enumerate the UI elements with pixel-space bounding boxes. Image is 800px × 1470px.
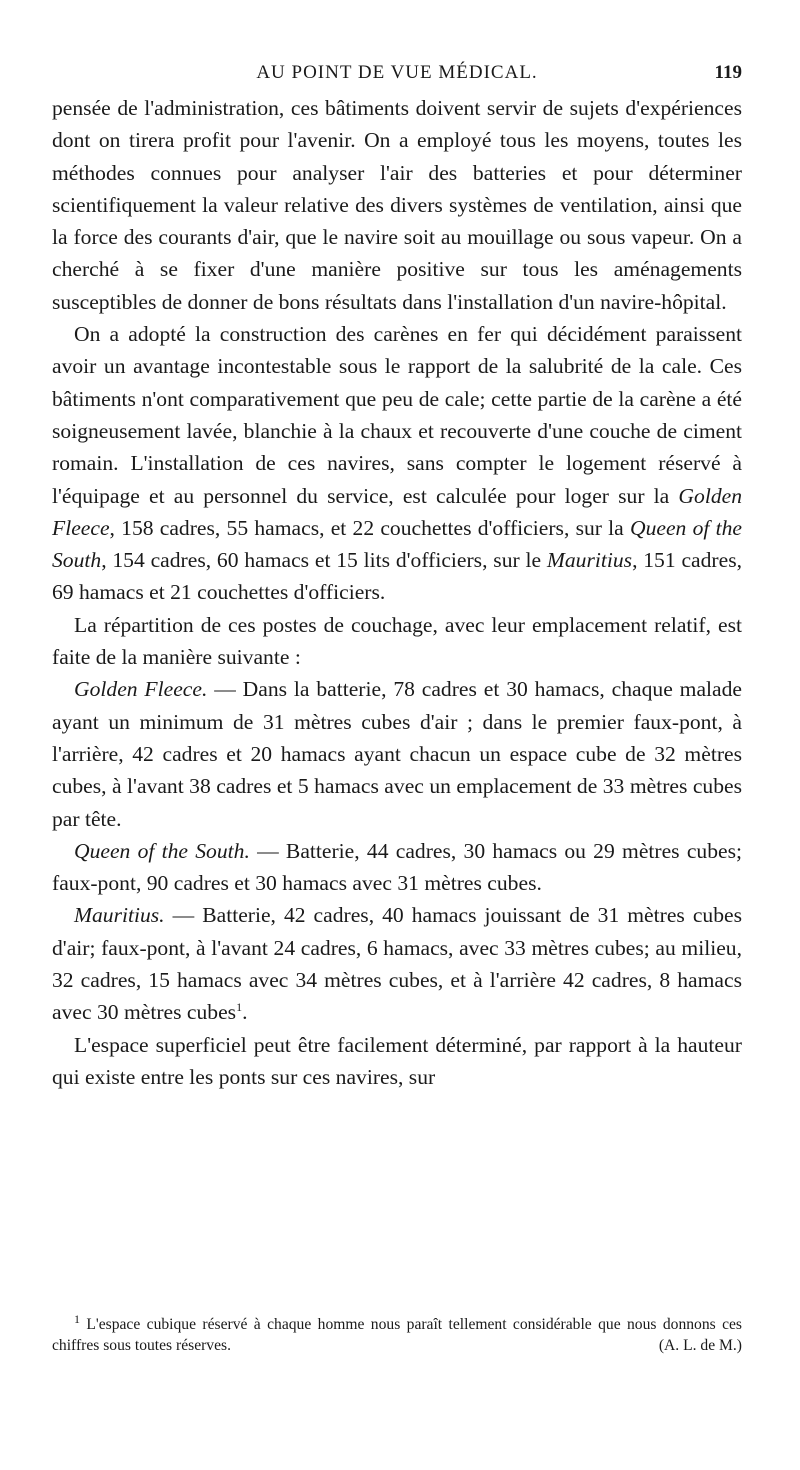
- paragraph-golden-fleece: Golden Fleece. — Dans la batterie, 78 cadres et 30 hamacs, chaque malade ayant un minimum de 31 mètres cubes d'air ; dans le premier faux-pont, à l'arrière, 42 cadres et 20 hamacs ayant chacun un espace cube de 32 mètres cubes, à l'avant 38 cadres et 5 hamacs avec un emplacement de 33 mètres cubes par tête.: [52, 677, 742, 831]
- footnote: [52, 1311, 742, 1356]
- footnote-text: L'espace cubique réservé à chaque homme nous paraît tellement considérable que nous donnons ces chiffres sous toutes réserves.: [52, 1316, 742, 1354]
- body-text: [52, 92, 742, 1093]
- paragraph-queen-of-the-south: Queen of the South. — Batterie, 44 cadres, 30 hamacs ou 29 mètres cubes; faux-pont, 90 cadres et 30 hamacs avec 31 mètres cubes.: [52, 838, 742, 896]
- paragraph-2: On a adopté la construction des carènes en fer qui décidément paraissent avoir un avantage incontestable sous le rapport de la salubrité de la cale. Ces bâtiments n'ont comparativement que peu de cale; cette partie de la carène a été soigneusement lavée, blanchie à la chaux et recouverte d'une couche de ciment romain. L'installation de ces navires, sans compter le logement réservé à l'équipage et au personnel du service, est calculée pour loger sur la Golden Fleece, 158 cadres, 55 hamacs, et 22 couchettes d'officiers, sur la Queen of the South, 154 cadres, 60 hamacs et 15 lits d'officiers, sur le Mauritius, 151 cadres, 69 hamacs et 21 couchettes d'officiers.: [52, 322, 742, 605]
- paragraph-mauritius: Mauritius. — Batterie, 42 cadres, 40 hamacs jouissant de 31 mètres cubes d'air; faux-pont, à l'avant 24 cadres, 6 hamacs, avec 33 mètres cubes; au milieu, 32 cadres, 15 hamacs avec 34 mètres cubes, et à l'arrière 42 cadres, 8 hamacs avec 30 mètres cubes$^1$.: [52, 903, 742, 1025]
- section-lead: Golden Fleece.: [74, 677, 208, 702]
- footnote-mark: 1: [74, 1311, 80, 1326]
- footnote-signature: (A. L. de M.): [658, 1337, 742, 1354]
- paragraph-3: La répartition de ces postes de couchage, avec leur emplacement relatif, est faite de la manière suivante :: [52, 612, 742, 670]
- ship-name-queen-of-the-south: Queen of the South: [52, 515, 742, 573]
- footnote-area: [52, 1311, 742, 1356]
- paragraph-1: pensée de l'administration, ces bâtiments doivent servir de sujets d'expériences dont on tirera profit pour l'avenir. On a employé tous les moyens, toutes les méthodes connues pour analyser l'air des batteries et pour déterminer scientifiquement la valeur relative des divers systèmes de ventilation, ainsi que la force des courants d'air, que le navire soit au mouillage ou sous vapeur. On a cherché à se fixer d'une manière positive sur tous les aménagements susceptibles de donner de bons résultats dans l'installation d'un navire-hôpital.: [52, 96, 742, 314]
- running-head: AU POINT DE VUE MÉDICAL.: [256, 62, 538, 83]
- footnote-reference: 1: [236, 1000, 243, 1015]
- section-lead: Mauritius.: [74, 903, 165, 928]
- ship-name-mauritius: Mauritius: [546, 548, 633, 573]
- page-number: 119: [714, 62, 742, 83]
- ship-name-golden-fleece: Golden Fleece: [52, 483, 742, 540]
- page-header: [52, 55, 742, 91]
- paragraph-last: L'espace superficiel peut être facilement déterminé, par rapport à la hauteur qui existe entre les ponts sur ces navires, sur: [52, 1032, 742, 1089]
- section-lead: Queen of the South.: [74, 838, 250, 863]
